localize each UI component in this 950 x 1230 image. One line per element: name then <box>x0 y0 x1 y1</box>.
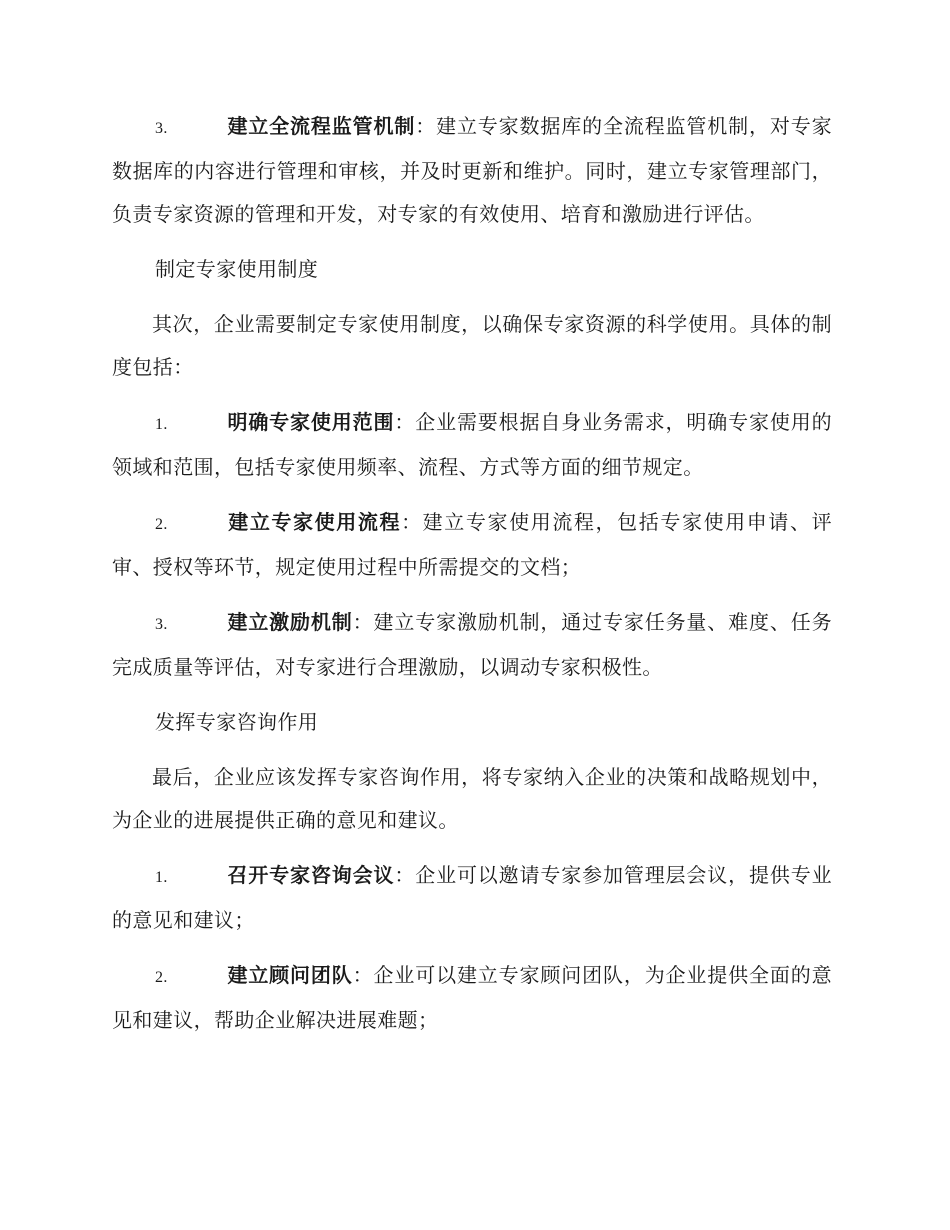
list-number: 3. <box>155 616 168 633</box>
document-page <box>112 105 832 1054</box>
list-number: 1. <box>155 869 168 886</box>
list-item <box>112 954 832 1042</box>
paragraph: 其次，企业需要制定专家使用制度，以确保专家资源的科学使用。具体的制度包括： <box>112 312 832 379</box>
list-number: 3. <box>155 120 168 137</box>
section-heading: 制定专家使用制度 <box>155 257 319 281</box>
paragraph: 最后，企业应该发挥专家咨询作用，将专家纳入企业的决策和战略规划中，为企业的进展提供正确的意见和建议。 <box>112 765 832 832</box>
list-text: ：企业可以建立专家顾问团队，为企业提供全面的意见和建议，帮助企业解决进展难题； <box>112 963 832 1032</box>
list-text: ：建立专家使用流程，包括专家使用申请、评审、授权等环节，规定使用过程中所需提交的文档； <box>112 510 833 579</box>
list-text: ：企业可以邀请专家参加管理层会议，提供专业的意见和建议； <box>112 863 832 932</box>
list-item <box>112 601 832 689</box>
list-text: ：建立专家数据库的全流程监管机制，对专家数据库的内容进行管理和审核，并及时更新和维护。同时，建立专家管理部门，负责专家资源的管理和开发，对专家的有效使用、培育和激励进行评估。 <box>112 114 832 226</box>
list-term: 建立激励机制 <box>227 610 353 634</box>
list-text: ：企业需要根据自身业务需求，明确专家使用的领域和范围，包括专家使用频率、流程、方式等方面的细节规定。 <box>112 410 832 479</box>
list-term: 建立专家使用流程 <box>227 510 402 534</box>
section-heading: 发挥专家咨询作用 <box>155 710 319 734</box>
list-term: 建立全流程监管机制 <box>227 114 416 138</box>
list-term: 召开专家咨询会议 <box>227 863 395 887</box>
list-number: 2. <box>155 516 168 533</box>
list-item <box>112 105 832 236</box>
list-item <box>112 501 832 589</box>
list-item <box>112 401 832 489</box>
list-text: ：建立专家激励机制，通过专家任务量、难度、任务完成质量等评估，对专家进行合理激励，以调动专家积极性。 <box>112 610 832 679</box>
list-number: 1. <box>155 416 168 433</box>
list-item <box>112 854 832 942</box>
list-term: 建立顾问团队 <box>227 963 353 987</box>
list-term: 明确专家使用范围 <box>227 410 395 434</box>
list-number: 2. <box>155 969 168 986</box>
